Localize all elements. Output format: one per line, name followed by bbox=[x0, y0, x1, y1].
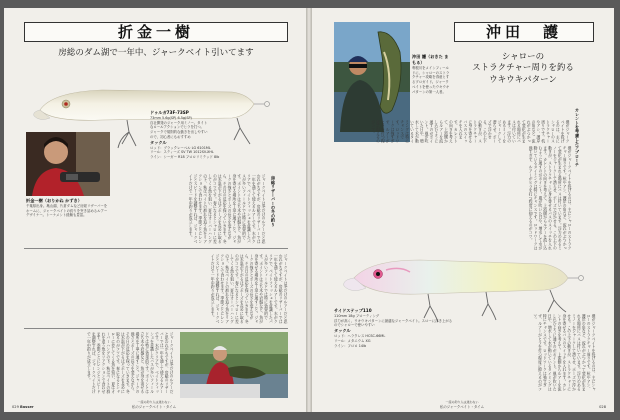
right-page bbox=[312, 8, 614, 412]
left-tackle-0: ロッド：ブラックレーベル LG 6101ML bbox=[150, 145, 211, 150]
left-lure-spec-4: ので、初心者にもおすすめ bbox=[150, 134, 191, 139]
right-headline-line2: ストラクチャー周りを釣る bbox=[472, 63, 574, 74]
left-brand: Basser bbox=[20, 405, 34, 409]
right-body-column-lower: 僕がジャークベイトを投げるのは、主にシャローのストラクチャー周りです。杭やアシ、護岸の角など、流れがぶつかって変化が生まれる場所にバスは付いています。浮力のあるミノーをジャークして潜らせ、ポーズで浮かせる。この上下の動きが、ストラクチャーに身を寄せるバスのスイッチを入れます。カレントの向きを考えて、上流側からルアーを流し込むように通すのがポイント。風が吹いた日や、増水して水が動いているタイミングは特にチャンスです。ロッドワークは強すぎず、ルアーがヒラを打つ程度に抑えるのがコツ。 bbox=[533, 314, 597, 391]
left-tackle-label: タックル bbox=[150, 139, 167, 145]
left-profile-body: 千葉県出身。亀山湖、片倉ダムなど房総リザーバーをホームに、ジャークベイトの釣りを突き詰めるルアーデザイナー。トーナメント経験も豊富。 bbox=[26, 203, 108, 218]
right-footer-small: 一流の釣り人は迷わない bbox=[445, 399, 479, 404]
right-section-head: カレントを考慮したアプローチ bbox=[575, 108, 580, 167]
right-profile bbox=[412, 54, 450, 116]
left-footer-title: 私のジャークベイト・タイム bbox=[132, 404, 176, 409]
left-lure-caption bbox=[150, 110, 236, 172]
right-lure-caption bbox=[334, 308, 454, 388]
right-tackle-label: タックル bbox=[334, 328, 351, 334]
right-body-column-upper: 僕がジャークベイトを投げるのは、主にシャローのストラクチャー周りです。杭やアシ、護岸の角など、流れがぶつかって変化が生まれる場所にバスは付いています。浮力のあるミノーをジャークして潜らせ、ポーズで浮かせる。この上下の動きが、ストラクチャーに身を寄せるバスのスイッチを入れます。カレントの向きを考えて、上流側からルアーを流し込むように通すのがポイント。風が吹いた日や、増水して水が動いているタイミングは特にチャンスです。ロッドワークは強すぎず、ルアーがヒラを打つ程度に抑えるのがコツ。 bbox=[529, 146, 573, 250]
left-profile-name: 折金一樹（おりかね かずき） bbox=[26, 198, 82, 203]
right-body-column-side: 僕がジャークベイトを投げるのは、主にシャローのストラクチャー周りです。杭やアシ、護岸の角など、流れがぶつかって変化が生まれる場所にバスは付いています。浮力のあるミノーをジャークして潜らせ、ポーズで浮かせる。この上下の動きが、ストラクチャーに身を寄せるバスのスイッチを入れます。カレントの向きを考えて、上流側からルアーを流し込むように通すのがポイント。風が吹いた日や、増水して水が動いているタイミングは特にチャンスです。ロッドワークは強すぎず、ルアーがヒラを打つ程度に抑えるのがコツ。 bbox=[371, 120, 571, 144]
left-running-footer bbox=[94, 401, 214, 409]
left-angler-name: 折金一樹 bbox=[24, 22, 288, 42]
right-page-number: 028 bbox=[599, 405, 606, 409]
right-lure-name: サイドステップ110 bbox=[334, 308, 372, 313]
left-band-divider-2 bbox=[24, 328, 288, 329]
right-running-footer bbox=[402, 401, 522, 409]
left-band-divider bbox=[24, 248, 288, 249]
right-headline bbox=[452, 52, 594, 86]
right-profile-body: 利根川をメインフィールドに、シャローのストラクチャー攻略を得意とするプロガイド。ジャークベイトを使ったウキウキパターンの第一人者。 bbox=[412, 65, 450, 94]
right-headline-line1: シャローの bbox=[501, 52, 545, 62]
right-tackle-2: ライン：フロロ 14lb bbox=[334, 343, 367, 348]
right-lure-spec-1: 浮力が高く、ウキウキパターンに最適なジャークベイト。スローに浮き上がるのでシャローで使いやすい bbox=[334, 318, 453, 328]
right-profile-name: 沖田 護（おきた まもる） bbox=[412, 54, 449, 65]
left-lure-spec-3: ジャークで規則的な動きを出しやすい bbox=[150, 130, 208, 135]
left-page-number: 029 bbox=[12, 405, 19, 409]
right-headline-line3: ウキウキパターン bbox=[489, 74, 557, 85]
right-footer-title: 私のジャークベイト・タイム bbox=[440, 404, 484, 409]
right-tackle-0: ロッド：ヘラクレス HCSC-66ML bbox=[334, 334, 386, 339]
right-tackle-1: リール：メタニウム XG bbox=[334, 338, 371, 343]
left-boat-photo bbox=[180, 332, 288, 398]
left-body-column-bottom: ジャークベイトは冬だけのルアーだと思われがちですが、房総のリザーバーでは一年を通して使えるルアーです。水がクリアで、ベイトフィッシュを意識したバスが多いフィールドでは特に効果的です。ポイントは立ち木や岩盤など、魚が身を寄せる場所を丁寧に通すこと。ジャークの強さとポーズの長さを変えながら、その日の反応を探っていきます。冬は水温が下がるほどポーズを長めに取るのがコツです。春になるとシャローに差してくる魚を狙い、夏はオーバーハングの下、秋はベイトの群れを追う魚をリアクションで食わせます。季節ごとにレンジとスピードを調整すれば、ジャークベイトだけで一年中釣りが成立します。 bbox=[87, 332, 175, 394]
left-body-column-lower: ジャークベイトは冬だけのルアーだと思われがちですが、房総のリザーバーでは一年を通して使えるルアーです。水がクリアで、ベイトフィッシュを意識したバスが多いフィールドでは特に効果的です。ポイントは立ち木や岩盤など、魚が身を寄せる場所を丁寧に通すこと。ジャークの強さとポーズの長さを変えながら、その日の反応を探っていきます。冬は水温が下がるほどポーズを長めに取るのがコツです。春になるとシャローに差してくる魚を狙い、夏はオーバーハングの下、秋はベイトの群れを追う魚をリアクションで食わせます。季節ごとにレンジとスピードを調整すれば、ジャークベイトだけで一年中釣りが成立します。 bbox=[211, 254, 289, 324]
left-lure-name: ドゥルガ73F-73SP bbox=[150, 110, 189, 115]
left-angler-photo bbox=[26, 132, 110, 196]
right-lure-spec-0: 110mm 18g フローティング bbox=[334, 313, 380, 318]
left-tackle-2: ライン：シーガー R18 フロロリミテッド 8lb bbox=[150, 155, 220, 160]
left-tackle-1: リール：スティーズ SV TW 1012SV-XHL bbox=[150, 150, 214, 155]
left-footer-small: 一流の釣り人は迷わない bbox=[137, 399, 171, 404]
left-page bbox=[4, 8, 306, 412]
left-profile bbox=[26, 198, 110, 242]
left-headline: 房総のダム湖で一年中、ジャークベイト引いてます bbox=[58, 48, 254, 58]
left-lure-spec-2: なロールアクションでヒラを打つ。 bbox=[150, 125, 204, 130]
right-angler-name: 沖田 護 bbox=[454, 22, 594, 42]
left-body-column-upper: ジャークベイトは冬だけのルアーだと思われがちですが、房総のリザーバーでは一年を通して使えるルアーです。水がクリアで、ベイトフィッシュを意識したバスが多いフィールドでは特に効果的です。ポイントは立ち木や岩盤など、魚が身を寄せる場所を丁寧に通すこと。ジャークの強さとポーズの長さを変えながら、その日の反応を探っていきます。冬は水温が下がるほどポーズを長めに取るのがコツです。春になるとシャローに差してくる魚を狙い、夏はオーバーハングの下、秋はベイトの群れを追う魚をリアクションで食わせます。季節ごとにレンジとスピードを調整すれば、ジャークベイトだけで一年中釣りが成立します。 bbox=[189, 174, 267, 244]
left-lure-spec-1: 自社開発のジャーク用ミノー。タイト bbox=[150, 120, 208, 125]
left-lure-spec-0: 73mm 5.6g(SP) 6.5g(SP) bbox=[150, 115, 192, 120]
left-folio bbox=[12, 405, 34, 409]
left-section-head: 房総リザーバーの冬の釣り bbox=[271, 176, 276, 227]
